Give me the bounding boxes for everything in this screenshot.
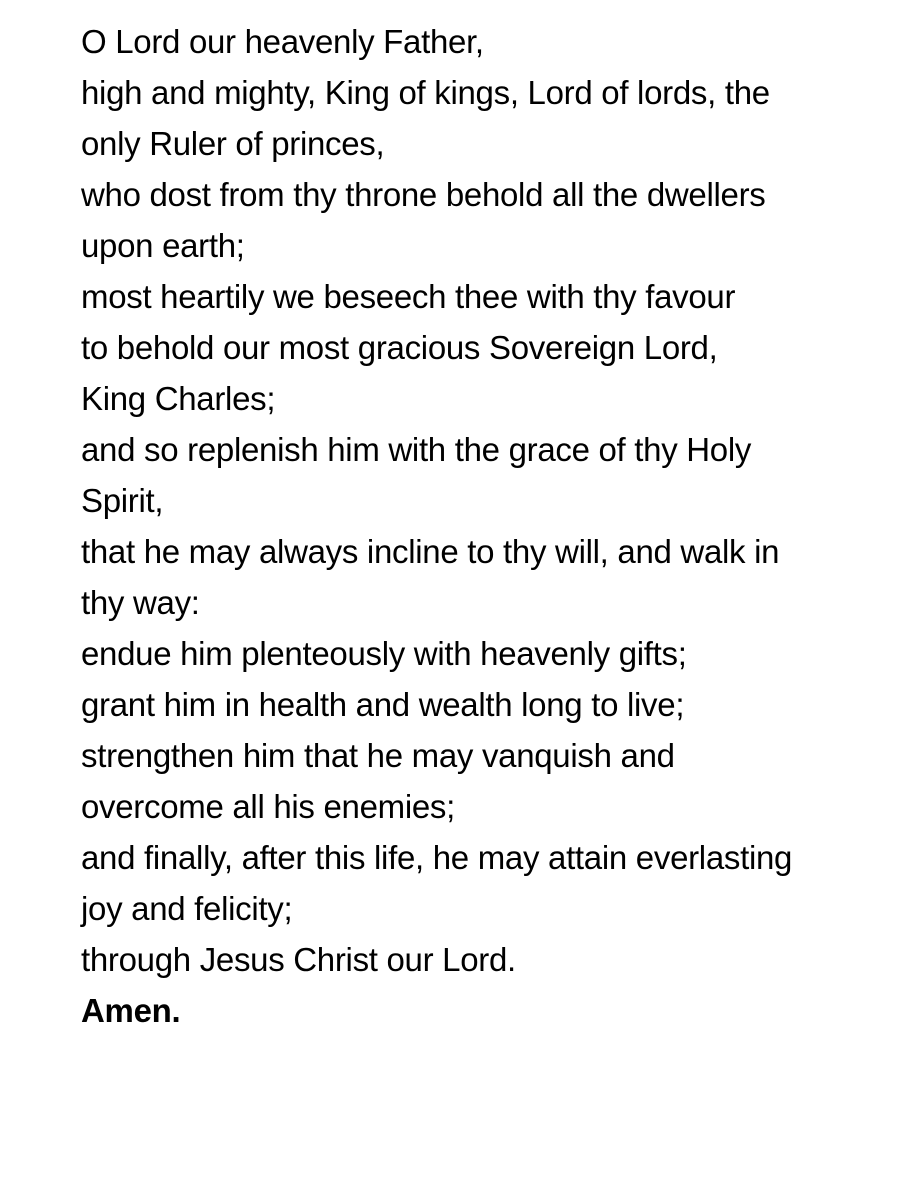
prayer-line: thy way:: [81, 584, 200, 621]
prayer-text: [81, 16, 841, 1036]
prayer-line: to behold our most gracious Sovereign Lord,: [81, 329, 718, 366]
prayer-line: through Jesus Christ our Lord.: [81, 941, 516, 978]
prayer-line: King Charles;: [81, 380, 276, 417]
prayer-line: endue him plenteously with heavenly gifts;: [81, 635, 687, 672]
prayer-line: who dost from thy throne behold all the dwellers: [81, 176, 766, 213]
prayer-line: grant him in health and wealth long to live;: [81, 686, 685, 723]
prayer-line: and finally, after this life, he may attain everlasting: [81, 839, 793, 876]
prayer-line: most heartily we beseech thee with thy favour: [81, 278, 736, 315]
prayer-line: O Lord our heavenly Father,: [81, 23, 484, 60]
prayer-line: only Ruler of princes,: [81, 125, 385, 162]
prayer-line: high and mighty, King of kings, Lord of lords, the: [81, 74, 770, 111]
prayer-line: Spirit,: [81, 482, 164, 519]
prayer-line: upon earth;: [81, 227, 245, 264]
prayer-line: strengthen him that he may vanquish and: [81, 737, 675, 774]
prayer-line: joy and felicity;: [81, 890, 293, 927]
prayer-line: overcome all his enemies;: [81, 788, 455, 825]
prayer-line: that he may always incline to thy will, and walk in: [81, 533, 780, 570]
prayer-line: and so replenish him with the grace of thy Holy: [81, 431, 752, 468]
amen-line: Amen.: [81, 992, 181, 1029]
